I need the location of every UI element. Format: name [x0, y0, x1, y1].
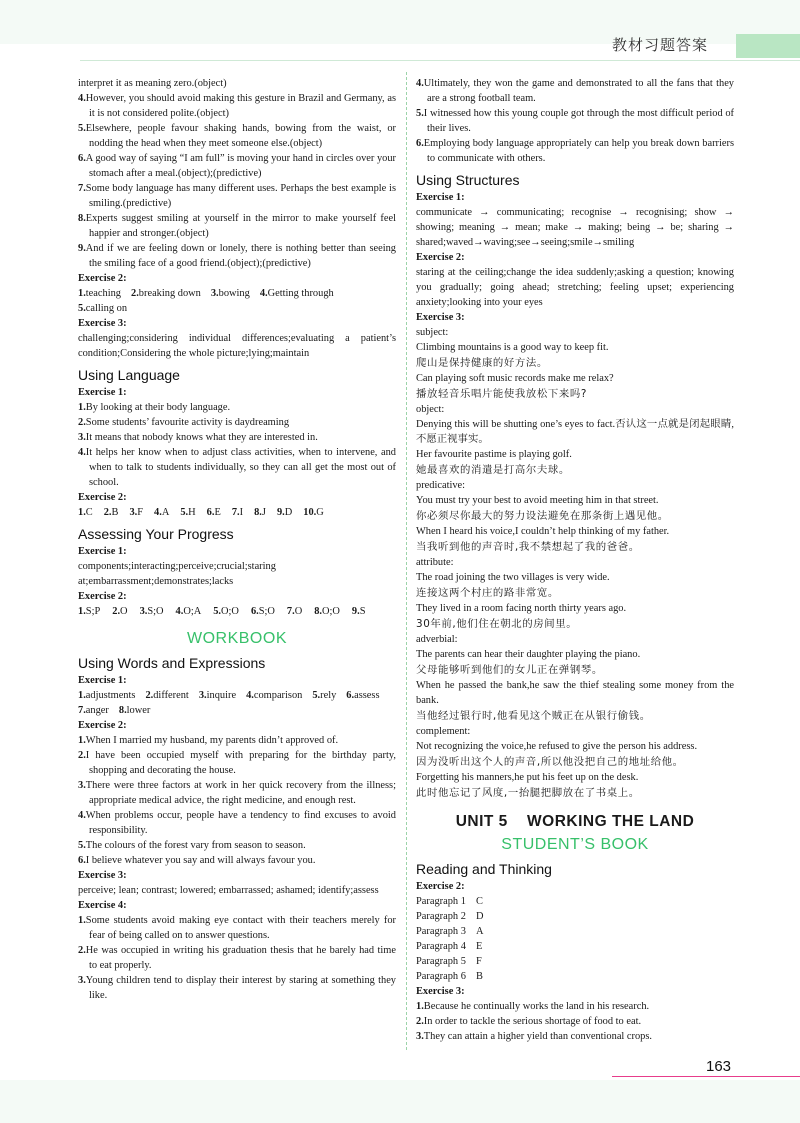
footer-rule [612, 1076, 800, 1077]
exercise-3-label: Exercise 3: [78, 870, 127, 881]
answer-item: 3.S;O [139, 606, 164, 617]
example-line: 播放轻音乐唱片能使我放松下来吗? [416, 388, 587, 400]
list-item: 6.I believe whatever you say and will always favour you. [78, 855, 316, 866]
example-line: 她最喜欢的消遣是打高尔夫球。 [416, 464, 570, 476]
list-item: 4.When problems occur, people have a tendency to find excuses to avoid responsibility. [78, 810, 396, 836]
using-structures-heading: Using Structures [416, 172, 520, 188]
workbook-ex2-list [78, 733, 396, 868]
example-line: 父母能够听到他们的女儿正在弹钢琴。 [416, 664, 603, 676]
answer-item: 4.O;A [175, 606, 202, 617]
answer-item: 7.I [231, 507, 244, 518]
exercise-3-label: Exercise 3: [416, 986, 465, 997]
list-item: 2.In order to tackle the serious shortage of food to eat. [416, 1016, 642, 1027]
list-item: 6.A good way of saying “I am full” is moving your hand in circles over your stomach after a meal.(object);(predictive) [78, 153, 397, 179]
answer-item: 1.teaching [78, 288, 121, 299]
exercise-2-answers-cont [78, 301, 396, 316]
example-line: Can playing soft music records make me relax? [416, 373, 614, 384]
answer-item: 6.assess [346, 690, 380, 701]
students-book-heading: STUDENT’S BOOK [501, 836, 649, 853]
list-item: 1.When I married my husband, my parents didn’t approved of. [78, 735, 339, 746]
workbook-ex4-list [78, 913, 396, 1003]
paragraph-answer-row: Paragraph 5 F [416, 956, 482, 967]
example-line: adverbial: [416, 634, 458, 645]
list-item: 2.Some students’ favourite activity is daydreaming [78, 417, 290, 428]
answer-item: 4.comparison [246, 690, 303, 701]
example-line: You must try your best to avoid meeting him in that street. [416, 495, 659, 506]
words-expressions-heading: Using Words and Expressions [78, 655, 266, 671]
answer-item: 8.O;O [314, 606, 340, 617]
answer-item: 3.F [129, 507, 144, 518]
example-line: predicative: [416, 480, 466, 491]
list-item: interpret it as meaning zero.(object) [78, 78, 227, 89]
exercise-2-answers [78, 286, 396, 301]
exercise-1-label: Exercise 1: [78, 546, 127, 557]
page-number: 163 [706, 1058, 732, 1075]
workbook-heading: WORKBOOK [186, 630, 287, 647]
list-item: 3.There were three factors at work in her quick recovery from the illness; appropriate medical advice, the right medicine, and enough rest. [78, 780, 396, 806]
bottom-band [0, 1080, 800, 1123]
answer-item: 1.S;P [78, 606, 101, 617]
paragraph-answer-list [416, 894, 734, 984]
list-item: 1.Because he continually works the land in his research. [416, 1001, 650, 1012]
right-column [416, 76, 734, 1044]
paragraph-answer-row: Paragraph 4 E [416, 941, 483, 952]
list-item: 5.I witnessed how this young couple got through the most difficult period of their lives. [416, 108, 734, 134]
unit-heading: UNIT 5 WORKING THE LAND [455, 813, 695, 830]
answer-item: 9.D [276, 507, 293, 518]
list-item: 8.Experts suggest smiling at yourself in the mirror to make yourself feel happier and stronger.(object) [78, 213, 396, 239]
example-line: When I heard his voice,I couldn’t help thinking of my father. [416, 526, 670, 537]
using-language-ex2-answers [78, 505, 396, 520]
example-line: Forgetting his manners,he put his feet up on the desk. [416, 772, 639, 783]
answer-item: 9.S [351, 606, 366, 617]
exercise-2-label: Exercise 2: [416, 881, 465, 892]
list-item: 9.And if we are feeling down or lonely, there is nothing better than seeing the smiling face of a good friend.(object);(predictive) [78, 243, 396, 269]
answer-item: 6.S;O [250, 606, 275, 617]
header-title: 教材习题答案 [612, 36, 709, 54]
list-item: 4.It helps her know when to adjust class activities, when to intervene, and when to talk to students individually, so they can all get the most out of school. [78, 447, 396, 488]
exercise-4-label: Exercise 4: [78, 900, 127, 911]
list-item: 7.Some body language has many different uses. Perhaps the best example is smiling.(predictive) [78, 183, 396, 209]
answer-item: 2.O [112, 606, 128, 617]
exercise-3-text: challenging;considering individual differences;evaluating a patient’s condition;Considering the whole picture;lying;maintain [78, 333, 396, 359]
list-item: 1.By looking at their body language. [78, 402, 231, 413]
answer-item: 2.B [103, 507, 119, 518]
paragraph-answer-row: Paragraph 1 C [416, 896, 483, 907]
answer-item: 7.O [286, 606, 303, 617]
answer-item: 4.Getting through [259, 288, 334, 299]
answer-item: 5.O;O [213, 606, 239, 617]
example-line: 你必须尽你最大的努力设法避免在那条街上遇见他。 [416, 510, 669, 522]
header-tab-decoration [736, 34, 800, 58]
example-line: 当他经过银行时,他看见这个贼正在从银行偷钱。 [416, 710, 651, 722]
list-item: 1.Some students avoid making eye contact with their teachers merely for fear of being called on to answer questions. [78, 915, 396, 941]
exercise-3-label: Exercise 3: [416, 312, 465, 323]
answer-item: 5.calling on [78, 303, 128, 314]
answer-item: 3.inquire [198, 690, 237, 701]
example-line: Her favourite pastime is playing golf. [416, 449, 572, 460]
right-top-list [416, 76, 734, 166]
example-line: 爬山是保持健康的好方法。 [416, 357, 548, 369]
answer-item: 4.A [154, 507, 170, 518]
list-item: 3.They can attain a higher yield than conventional crops. [416, 1031, 653, 1042]
list-item: 5.Elsewhere, people favour shaking hands, bowing from the waist, or nodding the head when they meet someone else.(object) [78, 123, 396, 149]
answer-item: 5.H [180, 507, 196, 518]
column-divider [406, 72, 407, 1050]
answer-item: 7.anger [78, 705, 109, 716]
reading-ex3-list [416, 999, 734, 1044]
answer-item: 8.lower [118, 705, 151, 716]
exercise-1-label: Exercise 1: [78, 387, 127, 398]
exercise-2-label: Exercise 2: [78, 591, 127, 602]
exercise-2-label: Exercise 2: [78, 492, 127, 503]
list-item: 3.Young children tend to display their interest by staring at something they like. [78, 975, 396, 1001]
answer-item: 5.rely [312, 690, 337, 701]
example-line: The road joining the two villages is very wide. [416, 572, 610, 583]
paragraph-answer-row: Paragraph 2 D [416, 911, 484, 922]
exercise-3-label: Exercise 3: [78, 318, 127, 329]
structures-ex2-text: staring at the ceiling;change the idea suddenly;asking a question; knowing you gradually; going ahead; stretching; feeling upset; experiencing anxiety;looking into your eyes [416, 267, 734, 308]
exercise-1-label: Exercise 1: [416, 192, 465, 203]
header-rule [80, 60, 800, 61]
list-item: 5.The colours of the forest vary from season to season. [78, 840, 306, 851]
list-item: 6.Employing body language appropriately can help you break down barriers to communicate with others. [416, 138, 734, 164]
answer-item: 8.J [254, 507, 266, 518]
exercise-2-label: Exercise 2: [78, 273, 127, 284]
left-column [78, 76, 396, 1003]
list-item: 4.However, you should avoid making this gesture in Brazil and Germany, as it is not considered polite.(object) [78, 93, 396, 119]
assessing-ex1-text: components;interacting;perceive;crucial;staring at;embarrassment;demonstrates;lacks [78, 561, 276, 587]
example-line: 当我听到他的声音时,我不禁想起了我的爸爸。 [416, 541, 640, 553]
example-line: complement: [416, 726, 471, 737]
using-language-ex1-list [78, 400, 396, 490]
list-item: 2.I have been occupied myself with preparing for the birthday party, shopping and decorating the house. [78, 750, 396, 776]
example-line: 30年前,他们住在朝北的房间里。 [416, 618, 578, 630]
example-line: Denying this will be shutting one’s eyes to fact.否认这一点就是闭起眼睛,不愿正视事实。 [416, 419, 734, 445]
example-line: The parents can hear their daughter playing the piano. [416, 649, 641, 660]
workbook-ex1-answers [78, 688, 396, 718]
exercise-2-label: Exercise 2: [416, 252, 465, 263]
example-line: 连接这两个村庄的路非常宽。 [416, 587, 559, 599]
list-item: 3.It means that nobody knows what they are interested in. [78, 432, 318, 443]
answer-item: 10.G [303, 507, 324, 518]
reading-thinking-heading: Reading and Thinking [416, 861, 552, 877]
structures-ex3-list [416, 325, 734, 801]
paragraph-answer-row: Paragraph 3 A [416, 926, 484, 937]
example-line: 因为没听出这个人的声音,所以他没把自己的地址给他。 [416, 756, 684, 768]
answer-item: 6.E [206, 507, 221, 518]
left-intro-list [78, 76, 396, 271]
example-line: Not recognizing the voice,he refused to give the person his address. [416, 741, 698, 752]
example-line: When he passed the bank,he saw the thief stealing some money from the bank. [416, 680, 734, 706]
using-language-heading: Using Language [78, 367, 180, 383]
example-line: Climbing mountains is a good way to keep fit. [416, 342, 609, 353]
answer-item: 2.different [145, 690, 189, 701]
answer-item: 1.C [78, 507, 93, 518]
assessing-progress-heading: Assessing Your Progress [78, 526, 234, 542]
example-line: 此时他忘记了风度,一抬腿把脚放在了书桌上。 [416, 787, 640, 799]
workbook-ex3-text: perceive; lean; contrast; lowered; embarrassed; ashamed; identify;assess [78, 885, 379, 896]
exercise-2-label: Exercise 2: [78, 720, 127, 731]
example-line: They lived in a room facing north thirty years ago. [416, 603, 627, 614]
example-line: subject: [416, 327, 449, 338]
list-item: 2.He was occupied in writing his graduation thesis that he barely had time to eat properly. [78, 945, 396, 971]
answer-item: 2.breaking down [131, 288, 201, 299]
exercise-1-label: Exercise 1: [78, 675, 127, 686]
example-line: object: [416, 404, 445, 415]
paragraph-answer-row: Paragraph 6 B [416, 971, 483, 982]
example-line: attribute: [416, 557, 454, 568]
list-item: 4.Ultimately, they won the game and demonstrated to all the fans that they are a strong football team. [416, 78, 734, 104]
structures-ex1-text: communicate → communicating; recognise → recognising; show → showing; meaning → mean; make → making; being → be; sharing → shared;waved→waving;see→seeing;smile→smiling [416, 207, 734, 248]
assessing-ex2-answers [78, 604, 396, 619]
answer-item: 3.bowing [210, 288, 250, 299]
answer-item: 1.adjustments [78, 690, 136, 701]
